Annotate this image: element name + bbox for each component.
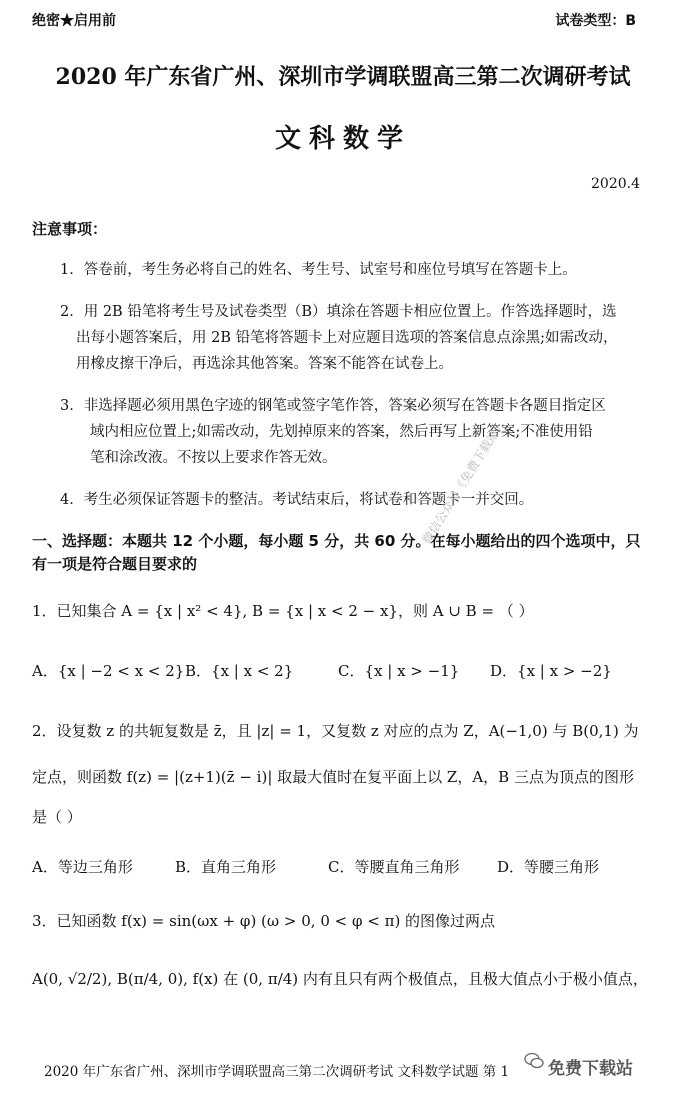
- page-footer: 2020 年广东省广州、深圳市学调联盟高三第二次调研考试 文科数学试题 第 1: [44, 1064, 510, 1080]
- q1-option-c: C．{x | x > −1}: [338, 662, 460, 680]
- q1-option-b: B．{x | x < 2}: [185, 662, 294, 680]
- notice-line: 2．用 2B 铅笔将考生号及试卷类型（B）填涂在答题卡相应位置上。作答选择题时，选: [60, 304, 617, 320]
- question-3-line: 3．已知函数 f(x) = sin(ωx + φ) (ω > 0, 0 < φ < π) 的图像过两点: [32, 912, 496, 930]
- exam-subtitle: 文科数学: [274, 124, 411, 154]
- question-2-line: 定点，则函数 f(z) = |(z+1)(z̄ − i)| 取最大值时在复平面上以 Z，A，B 三点为顶点的图形: [32, 768, 634, 786]
- section-heading: 一、选择题：本题共 12 个小题，每小题 5 分，共 60 分。在每小题给出的四个选项中，只: [32, 532, 641, 550]
- notice-line: 用橡皮擦干净后，再选涂其他答案。答案不能答在试卷上。: [76, 356, 453, 372]
- section-heading: 有一项是符合题目要求的: [32, 555, 198, 573]
- q2-option-b: B．直角三角形: [175, 858, 277, 876]
- notice-line: 域内相应位置上;如需改动，先划掉原来的答案，然后再写上新答案;不准使用铅: [90, 424, 593, 440]
- question-2-line: 是（ ）: [32, 808, 82, 826]
- notice-heading: 注意事项：: [32, 220, 108, 238]
- paper-type: 试卷类型：B: [555, 13, 636, 29]
- notice-line: 3．非选择题必须用黑色字迹的钢笔或签字笔作答，答案必须写在答题卡各题目指定区: [60, 398, 606, 414]
- exam-date: 2020.4: [591, 176, 640, 192]
- watermark-logo: 免费下载站: [548, 1059, 633, 1079]
- q2-option-d: D．等腰三角形: [497, 858, 600, 876]
- notice-line: 1．答卷前，考生务必将自己的姓名、考生号、试室号和座位号填写在答题卡上。: [60, 262, 577, 278]
- q2-option-c: C．等腰直角三角形: [328, 858, 460, 876]
- watermark-text: 微信公众号《免费下载站》: [419, 416, 508, 547]
- q1-option-d: D．{x | x > −2}: [490, 662, 612, 680]
- question-3-line: A(0, √2/2), B(π/4, 0), f(x) 在 (0, π/4) 内有且只有两个极值点，且极大值点小于极小值点，: [32, 970, 648, 988]
- notice-line: 4．考生必须保证答题卡的整洁。考试结束后，将试卷和答题卡一并交回。: [60, 492, 534, 508]
- question-2-line: 2．设复数 z 的共轭复数是 z̄，且 |z| = 1，又复数 z 对应的点为 Z，A(−1,0) 与 B(0,1) 为: [32, 722, 639, 740]
- notice-line: 笔和涂改液。不按以上要求作答无效。: [90, 450, 337, 466]
- notice-line: 出每小题答案后，用 2B 铅笔将答题卡上对应题目选项的答案信息点涂黑;如需改动，: [76, 330, 618, 346]
- secret-label: 绝密★启用前: [32, 13, 116, 29]
- wechat-icon: [524, 1052, 544, 1070]
- q2-option-a: A．等边三角形: [32, 858, 133, 876]
- question-1: 1．已知集合 A = {x | x² < 4}, B = {x | x < 2 − x}，则 A ∪ B = （ ）: [32, 602, 534, 620]
- q1-option-a: A．{x | −2 < x < 2}: [32, 662, 185, 680]
- exam-title: 2020 年广东省广州、深圳市学调联盟高三第二次调研考试: [55, 64, 631, 90]
